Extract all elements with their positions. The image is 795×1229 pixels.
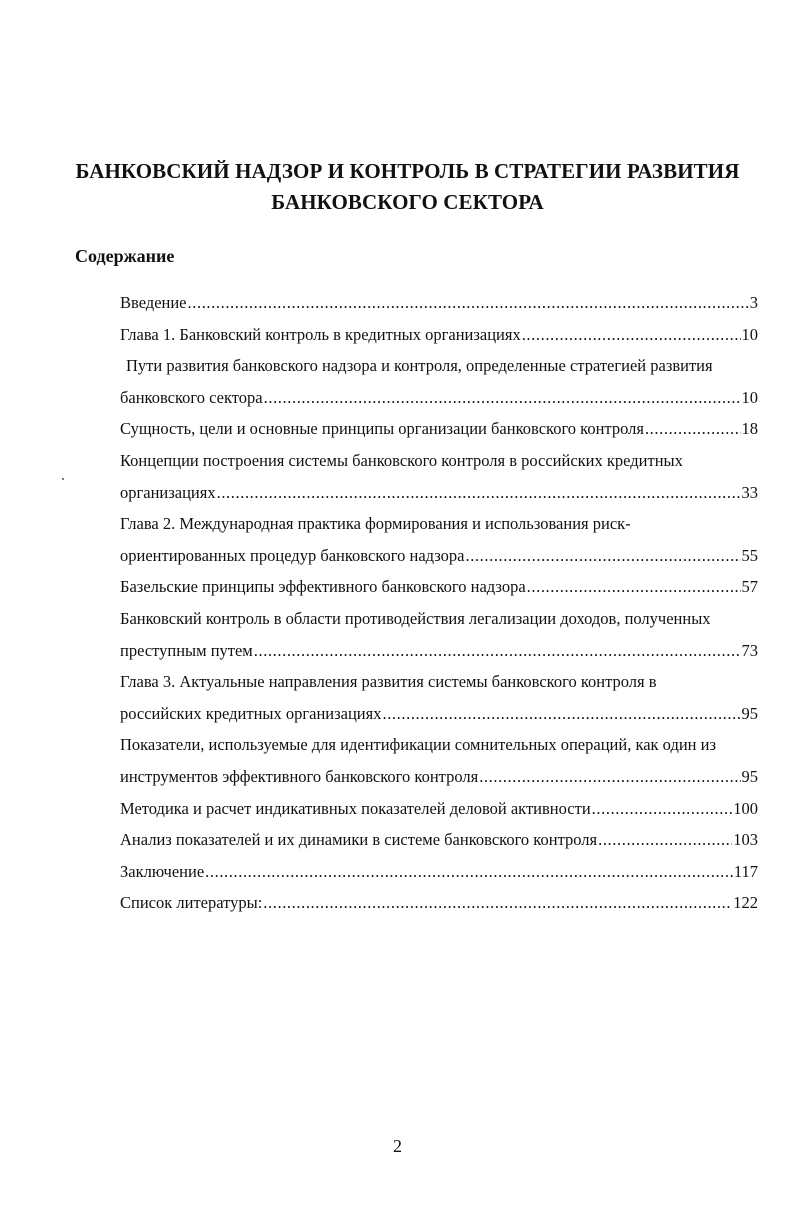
toc-entry-text: Методика и расчет индикативных показателей деловой активности — [120, 798, 591, 818]
toc-dot-leader — [254, 635, 741, 667]
toc-dot-leader — [465, 540, 740, 572]
toc-entry — [120, 856, 758, 888]
scan-speck — [62, 478, 64, 480]
toc-entry-text: Введение — [120, 293, 187, 312]
toc-entry — [120, 571, 758, 603]
toc-entry-continued — [120, 603, 758, 635]
toc-entry — [120, 635, 758, 667]
table-of-contents — [120, 287, 758, 919]
toc-heading: Содержание — [75, 246, 175, 266]
toc-entry — [120, 319, 758, 351]
toc-entry-continued — [120, 666, 758, 698]
toc-dot-leader — [382, 698, 740, 730]
toc-entry-page: 73 — [741, 640, 758, 660]
toc-entry-text: Глава 1. Банковский контроль в кредитных организациях — [120, 324, 521, 344]
toc-dot-leader — [598, 824, 732, 856]
toc-entry — [120, 540, 758, 572]
toc-entry-page: 57 — [741, 577, 758, 597]
toc-entry-page: 95 — [741, 766, 758, 786]
toc-entry-text: инструментов эффективного банковского контроля — [120, 766, 479, 786]
toc-dot-leader — [645, 413, 741, 445]
toc-entry-page: 122 — [733, 893, 758, 913]
toc-entry-text: Заключение — [120, 861, 205, 881]
toc-entry-text: Банковский контроль в области противодействия легализации доходов, полученных — [120, 608, 711, 628]
toc-entry-text: российских кредитных организациях — [120, 703, 382, 723]
toc-dot-leader — [217, 477, 741, 509]
toc-entry — [120, 793, 758, 825]
toc-entry-text: Концепции построения системы банковского контроля в российских кредитных — [120, 450, 683, 470]
toc-entry-text: Сущность, цели и основные принципы организации банковского контроля — [120, 419, 644, 439]
toc-entry-continued — [120, 445, 758, 477]
toc-dot-leader — [479, 761, 740, 793]
toc-dot-leader — [527, 571, 741, 603]
toc-entry-page: 55 — [741, 545, 758, 565]
toc-entry-text: Глава 2. Международная практика формирования и использования риск- — [120, 514, 631, 534]
toc-entry-page: 3 — [749, 293, 758, 312]
toc-entry — [120, 477, 758, 509]
toc-entry-continued — [120, 508, 758, 540]
toc-entry — [120, 824, 758, 856]
toc-entry-text: ориентированных процедур банковского надзора — [120, 545, 465, 565]
document-title — [40, 156, 775, 218]
toc-entry-text: Глава 3. Актуальные направления развития системы банковского контроля в — [120, 672, 657, 692]
toc-entry — [120, 413, 758, 445]
toc-entry-text: Пути развития банковского надзора и контроля, определенные стратегией развития — [126, 356, 713, 376]
toc-dot-leader — [592, 793, 733, 825]
toc-entry-page: 117 — [733, 861, 758, 881]
toc-entry — [120, 698, 758, 730]
toc-entry-text: Базельские принципы эффективного банковского надзора — [120, 577, 526, 597]
toc-entry-text: банковского сектора — [120, 387, 263, 407]
toc-entry-page: 18 — [741, 419, 758, 439]
page-number: 2 — [393, 1136, 402, 1156]
toc-entry-text: Список литературы: — [120, 893, 263, 913]
toc-entry-text: Анализ показателей и их динамики в системе банковского контроля — [120, 830, 598, 850]
toc-dot-leader — [188, 287, 749, 319]
title-line-1: БАНКОВСКИЙ НАДЗОР И КОНТРОЛЬ В СТРАТЕГИИ РАЗВИТИЯ — [75, 159, 740, 183]
toc-entry — [120, 287, 758, 319]
toc-entry — [120, 761, 758, 793]
toc-entry-continued — [120, 350, 758, 382]
toc-dot-leader — [522, 319, 741, 351]
toc-entry-text: организациях — [120, 482, 216, 502]
toc-entry-page: 103 — [733, 830, 758, 850]
toc-entry-page: 100 — [733, 798, 758, 818]
toc-entry-page: 33 — [741, 482, 758, 502]
toc-entry-text: Показатели, используемые для идентификации сомнительных операций, как один из — [120, 735, 716, 755]
toc-dot-leader — [205, 856, 733, 888]
toc-entry — [120, 887, 758, 919]
title-line-2: БАНКОВСКОГО СЕКТОРА — [271, 190, 544, 214]
toc-dot-leader — [264, 382, 741, 414]
toc-entry-text: преступным путем — [120, 640, 253, 660]
toc-entry-page: 10 — [741, 387, 758, 407]
toc-dot-leader — [263, 887, 732, 919]
toc-entry-page: 10 — [741, 324, 758, 344]
toc-entry — [120, 382, 758, 414]
toc-entry-continued — [120, 729, 758, 761]
toc-entry-page: 95 — [741, 703, 758, 723]
